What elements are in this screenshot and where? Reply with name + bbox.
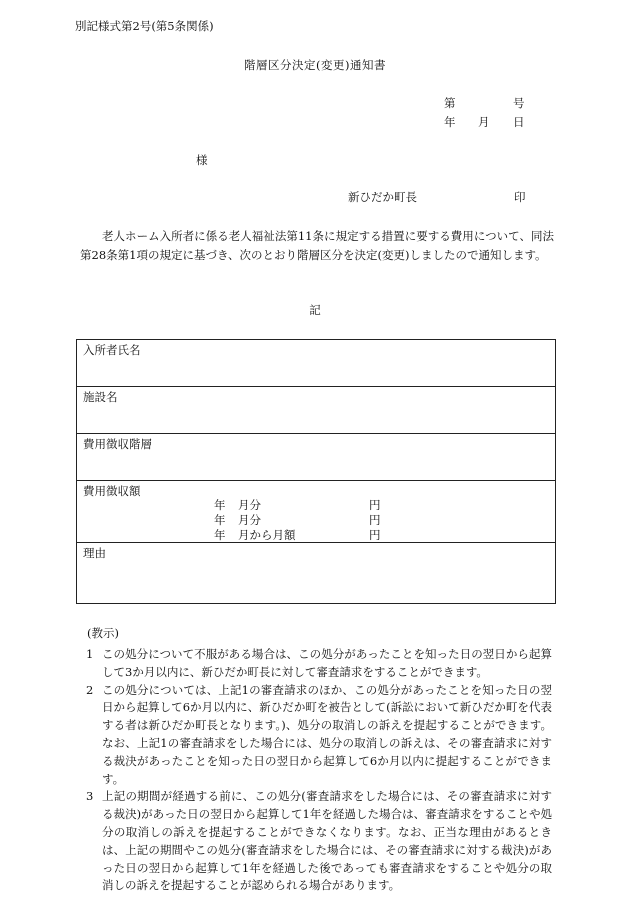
body-paragraph: 老人ホーム入所者に係る老人福祉法第11条に規定する措置に要する費用について、同法第28条第1項の規定に基づき、次のとおり階層区分を決定(変更)しましたので通知します。 [80,229,554,262]
tier-label: 費用徴収階層 [83,437,152,451]
issuer-name: 新ひだか町長 [348,190,417,204]
notice-list [86,646,552,895]
facility-label: 施設名 [83,390,118,404]
reason-row [77,543,555,603]
period-yen: 円 [369,498,381,512]
document-title: 階層区分決定(変更)通知書 [244,58,386,72]
period-year: 年 [214,513,226,527]
reason-label: 理由 [83,546,106,560]
notice-item [86,788,552,895]
date-year: 年 [444,115,456,129]
period-yen: 円 [369,528,381,542]
notice-item [86,646,552,682]
period-year: 年 [214,498,226,512]
period-month: 月分 [238,513,261,527]
notice-item-number: 1 [86,647,94,661]
resident-name-row [77,340,555,387]
period-month: 月分 [238,498,261,512]
number-suffix: 号 [513,96,525,110]
addressee-suffix: 様 [196,153,208,167]
notice-item [86,682,552,789]
amount-label: 費用徴収額 [83,484,141,498]
period-yen: 円 [369,513,381,527]
notice-item-text: 上記の期間が経過する前に、この処分(審査請求をした場合には、その審査請求に対する裁決)があった日の翌日から起算して1年を経過した場合は、審査請求をすることや処分の取消しの訴えを提起することができなくなります。なお、正当な理由があるときは、上記の期間やこの処分(審査請求をした場合には、その審査請求に対する裁決)があった日の翌日から起算して1年を経過した後であっても審査請求をすることや処分の取消しの訴えを提起することが認められる場合があります。 [102,789,552,893]
amount-row [77,481,555,543]
tier-row [77,434,555,481]
period-year: 年 [214,528,226,542]
ki-heading: 記 [309,303,321,317]
decision-table [76,339,556,604]
notice-item-text: この処分については、上記1の審査請求のほか、この処分があったことを知った日の翌日から起算して6か月以内に、新ひだか町を被告として(訴訟において新ひだか町を代表する者は新ひだか町長となります。)、処分の取消しの訴えを提起することができます。なお、上記1の審査請求をした場合には、処分の取消しの訴えは、その審査請求に対する裁決があったことを知った日の翌日から起算して6か月以内に提起することができます。 [102,682,552,786]
facility-row [77,387,555,434]
period-month: 月から月額 [238,528,296,542]
notice-item-number: 3 [86,789,94,804]
date-month: 月 [478,115,490,129]
seal-mark: 印 [514,190,526,204]
number-prefix: 第 [444,96,456,110]
form-number-label: 別記様式第2号(第5条関係) [75,19,214,33]
notice-title: (教示) [87,626,119,640]
notice-item-text: この処分について不服がある場合は、この処分があったことを知った日の翌日から起算して3か月以内に、新ひだか町長に対して審査請求をすることができます。 [102,647,552,679]
resident-name-label: 入所者氏名 [83,343,141,357]
notice-item-number: 2 [86,682,94,697]
date-day: 日 [513,115,525,129]
